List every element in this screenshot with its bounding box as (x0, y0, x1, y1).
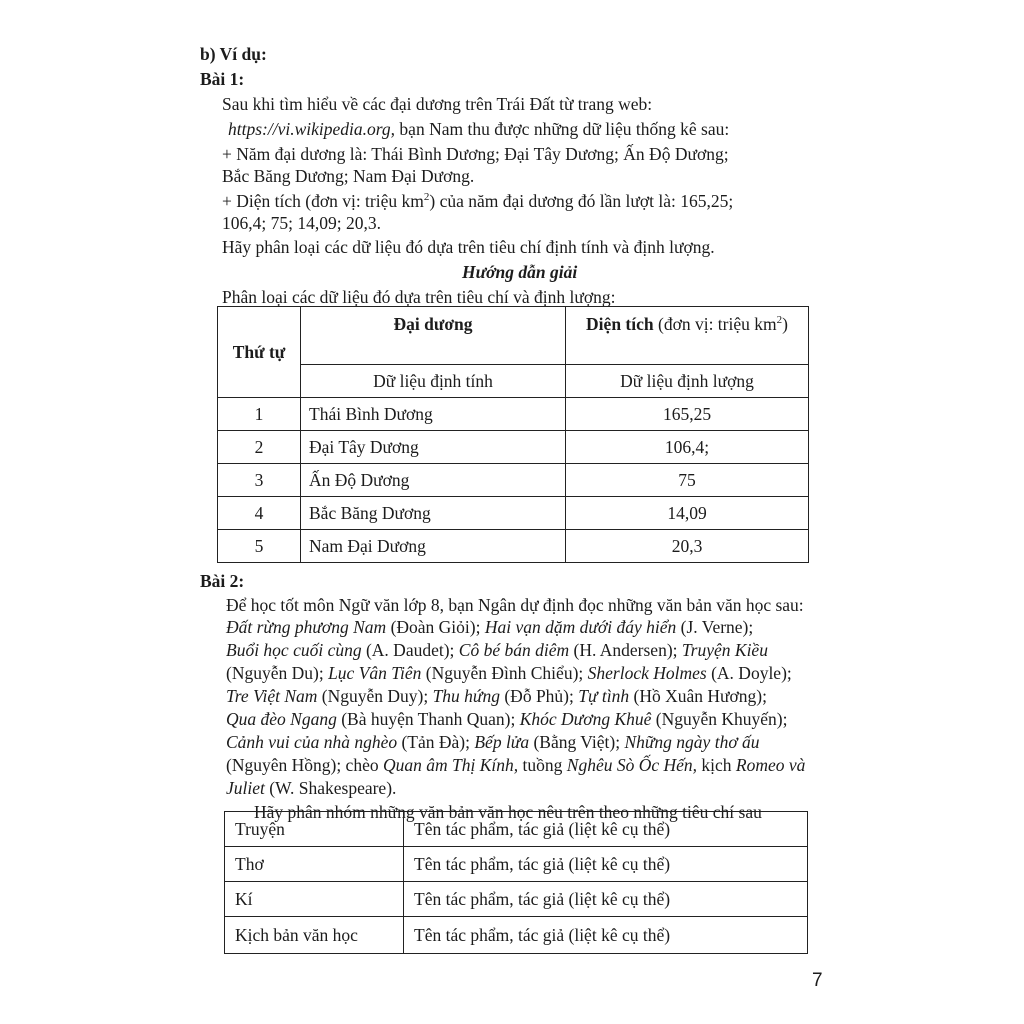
text-line-content (226, 662, 792, 684)
exercise-2-question: Hãy phân nhóm những văn bản văn học nêu trên theo những tiêu chí sau (254, 802, 762, 822)
bullet-2-line-2: 106,4; 75; 14,09; 20,3. (222, 213, 381, 233)
work-author: (Tản Đà); (397, 732, 475, 752)
work-title: Juliet (226, 778, 265, 798)
exercise-1-source (228, 118, 729, 140)
text-line (226, 754, 826, 776)
ocean-table (217, 306, 809, 563)
table-row: Kịch bản văn học Tên tác phẩm, tác giả (liệt kê cụ thể) (225, 917, 808, 954)
text-line-content (226, 685, 767, 707)
text-line-content (226, 778, 396, 798)
work-author: (H. Andersen); (569, 640, 682, 660)
text-line-content (226, 708, 787, 730)
sub-header-quantitative: Dữ liệu định lượng (566, 365, 809, 398)
table-row: 5 Nam Đại Dương 20,3 (218, 530, 809, 563)
table-row: 1 Thái Bình Dương 165,25 (218, 398, 809, 431)
work-title: Tre Việt Nam (226, 686, 318, 706)
col-ocean-header: Đại dương (301, 307, 566, 365)
work-author: (Nguyên Hồng); chèo (226, 755, 383, 775)
work-author: (Hồ Xuân Hương); (629, 686, 767, 706)
work-author: (A. Doyle); (706, 663, 792, 683)
text-line-content (226, 731, 760, 753)
work-title: Hai vạn dặm dưới đáy hiển (484, 617, 677, 637)
col-order-header: Thứ tự (218, 307, 301, 398)
work-author: (W. Shakespeare). (264, 778, 397, 798)
table-row: 3 Ấn Độ Dương 75 (218, 464, 809, 497)
col-area-header: Diện tích (đơn vị: triệu $km^2$) (566, 307, 809, 365)
work-title: Những ngày thơ ấu (624, 732, 760, 752)
work-author: (A. Daudet); (361, 640, 459, 660)
work-author: kịch (697, 755, 736, 775)
work-title: Cô bé bán diêm (458, 640, 570, 660)
work-title: Quan âm Thị Kính, (382, 755, 519, 775)
work-title: Cảnh vui của nhà nghèo (226, 732, 398, 752)
text-line (226, 685, 826, 707)
work-author: (Đoàn Giỏi); (386, 617, 485, 637)
exercise-1-intro: Sau khi tìm hiểu về các đại dương trên Trái Đất từ trang web: (222, 94, 653, 114)
text-line-content (226, 639, 768, 661)
text-line-content (226, 616, 753, 638)
table-row: Thơ Tên tác phẩm, tác giả (liệt kê cụ thể) (225, 847, 808, 882)
work-author: (Bà huyện Thanh Quan); (336, 709, 520, 729)
work-title: Bếp lửa (474, 732, 530, 752)
text-line (226, 616, 826, 638)
page-number: 7 (812, 970, 823, 991)
text-line (226, 662, 826, 684)
text-line (226, 731, 826, 753)
work-title: Thu hứng (432, 686, 500, 706)
work-title: Lục Vân Tiên (328, 663, 422, 683)
table-row: Kí Tên tác phẩm, tác giả (liệt kê cụ thể) (225, 882, 808, 917)
exercise-1-question: Hãy phân loại các dữ liệu đó dựa trên tiêu chí định tính và định lượng. (222, 237, 715, 257)
text-line-content (226, 754, 805, 776)
work-author: (Nguyễn Du); (226, 663, 329, 683)
work-author: (Nguyễn Đình Chiểu); (421, 663, 588, 683)
sub-header-qualitative: Dữ liệu định tính (301, 365, 566, 398)
work-author: (Đỗ Phủ); (499, 686, 579, 706)
exercise-1-title: Bài 1: (200, 69, 245, 89)
work-title: Tự tình (578, 686, 630, 706)
work-title: Nghêu Sò Ốc Hến, (566, 755, 698, 775)
work-title: Buổi học cuối cùng (226, 640, 362, 660)
text-line (226, 777, 396, 799)
work-title: Sherlock Holmes (587, 663, 707, 683)
work-author: (Nguyễn Khuyến); (651, 709, 788, 729)
text-line (226, 639, 826, 661)
source-url: https://vi.wikipedia.org, (228, 119, 396, 139)
work-title: Khóc Dương Khuê (519, 709, 652, 729)
guide-title: Hướng dẫn giải (462, 262, 578, 282)
exercise-2-intro: Để học tốt môn Ngữ văn lớp 8, bạn Ngân dự định đọc những văn bản văn học sau: (226, 595, 804, 615)
table-row: 2 Đại Tây Dương 106,4; (218, 431, 809, 464)
work-title: Truyện Kiều (681, 640, 768, 660)
guide-text: Phân loại các dữ liệu đó dựa trên tiêu chí và định lượng: (222, 287, 616, 307)
genre-table (224, 811, 808, 954)
section-heading: b) Ví dụ: (200, 44, 267, 64)
table-row: Truyện Tên tác phẩm, tác giả (liệt kê cụ thể) (225, 812, 808, 847)
exercise-2-title: Bài 2: (200, 571, 245, 591)
bullet-1-line-2: Bắc Băng Dương; Nam Đại Dương. (222, 166, 475, 186)
bullet-2-line-1: + Diện tích (đơn vị: triệu $km^2$) của năm đại dương đó lần lượt là: 165,25; (222, 191, 734, 211)
text-line (226, 708, 826, 730)
bullet-1-line-1 (222, 143, 827, 165)
bullet-1-text: + Năm đại dương là: Thái Bình Dương; Đại Tây Dương; Ấn Độ Dương; (222, 144, 729, 164)
table-row: 4 Bắc Băng Dương 14,09 (218, 497, 809, 530)
work-author: tuồng (518, 755, 567, 775)
source-text: bạn Nam thu được những dữ liệu thống kê sau: (399, 119, 730, 139)
work-author: (Bằng Việt); (529, 732, 625, 752)
work-title: Qua đèo Ngang (226, 709, 337, 729)
work-author: (J. Verne); (676, 617, 754, 637)
work-title: Đất rừng phương Nam (226, 617, 387, 637)
work-author: (Nguyễn Duy); (317, 686, 433, 706)
work-title: Romeo và (735, 755, 806, 775)
